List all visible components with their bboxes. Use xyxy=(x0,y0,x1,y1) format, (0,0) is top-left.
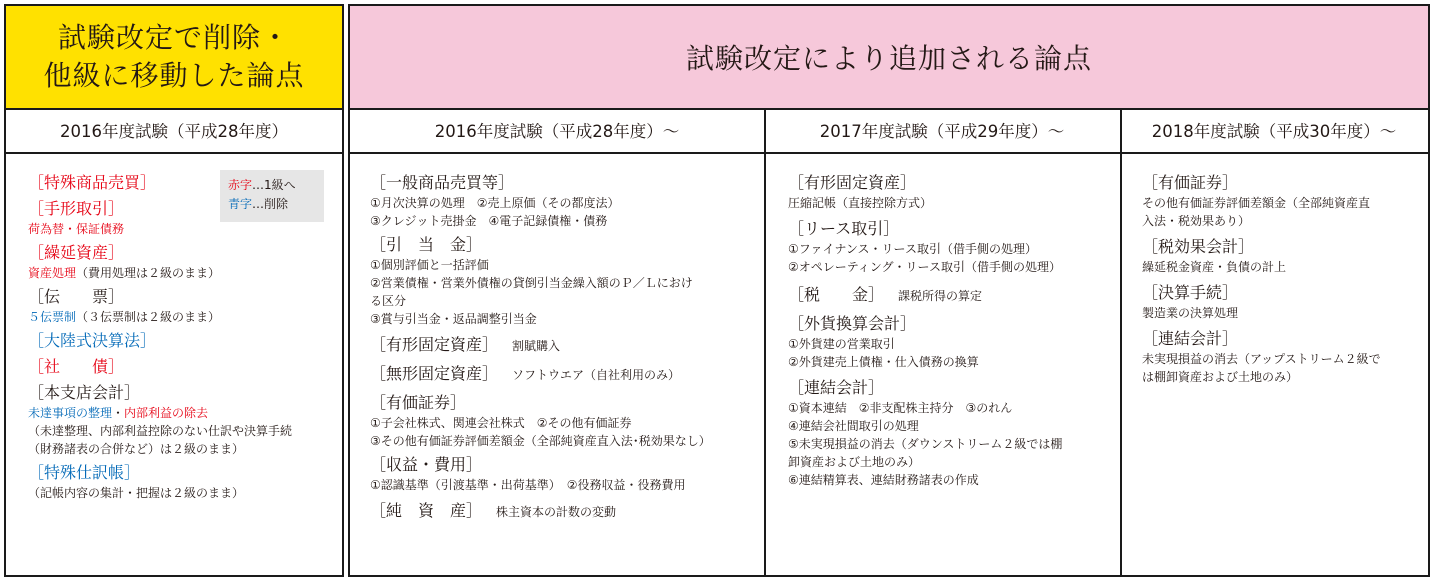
add-2017-consolidation: ［連結会計］ xyxy=(788,378,885,397)
col-2016-subheader: 2016年度試験（平成28年度）～ xyxy=(350,108,764,154)
legend-red-label: 赤字 xyxy=(228,178,253,192)
add-2016-general-goods-d1: ①月次決算の処理 ②売上原価（その都度法） xyxy=(370,196,620,210)
topic-deferred-assets: ［繰延資産］ xyxy=(28,243,125,262)
removed-topics-header xyxy=(6,6,342,110)
topic-branch-detail-blue: 未達事項の整理 xyxy=(28,406,113,420)
col-2016-list xyxy=(370,172,711,523)
add-2017-consolidation-d3: ⑤未実現損益の消去（ダウンストリーム２級では棚 xyxy=(788,437,1063,451)
topic-deferred-detail: （費用処理は２級のまま） xyxy=(76,266,221,280)
add-2018-consolidation: ［連結会計］ xyxy=(1142,329,1239,348)
added-topics-title: 試験改定により追加される論点 xyxy=(685,42,1092,75)
topic-branch-detail-sep: ・ xyxy=(112,406,125,420)
add-2017-consolidation-d2: ④連結会社間取引の処理 xyxy=(788,419,919,433)
topic-branch-detail-2: （未達整理、内部利益控除のない仕訳や決算手続 xyxy=(28,424,293,438)
add-2016-intangible-assets-d: ソフトウエア（自社利用のみ） xyxy=(512,368,681,382)
add-2017-lease-d2: ②オペレーティング・リース取引（借手側の処理） xyxy=(788,260,1061,274)
add-2017-lease-d1: ①ファイナンス・リース取引（借手側の処理） xyxy=(788,242,1037,256)
add-2016-tangible-assets-d: 割賦購入 xyxy=(512,339,561,353)
add-2016-securities-d2: ③その他有価証券評価差額金（全部純資産直入法･税効果なし） xyxy=(370,434,711,448)
column-divider xyxy=(1120,108,1122,575)
add-2016-intangible-assets: ［無形固定資産］ xyxy=(370,364,499,383)
add-2017-taxes: ［税 金］ xyxy=(788,285,885,304)
add-2018-tax-effect-d: 繰延税金資産・負債の計上 xyxy=(1142,260,1287,274)
add-2016-revenue: ［収益・費用］ xyxy=(370,455,483,474)
col-2017-subheader: 2017年度試験（平成29年度）～ xyxy=(764,108,1120,154)
add-2018-consolidation-d1: 未実現損益の消去（アップストリーム２級で xyxy=(1142,352,1381,366)
legend-red-desc: …1級へ xyxy=(252,178,296,192)
added-topics-header xyxy=(350,6,1428,110)
add-2017-consolidation-d4: 卸資産および土地のみ） xyxy=(788,455,921,469)
legend-blue-label: 青字 xyxy=(228,197,253,211)
topic-branch-detail-red: 内部利益の除去 xyxy=(124,406,209,420)
column-divider xyxy=(764,108,766,575)
topic-branch-detail-3: （財務諸表の合併など）は２級のまま） xyxy=(28,442,245,456)
add-2017-fx-d1: ①外貨建の営業取引 xyxy=(788,337,895,351)
add-2016-allowances-d3: る区分 xyxy=(370,294,407,308)
add-2018-closing: ［決算手続］ xyxy=(1142,283,1239,302)
add-2016-general-goods: ［一般商品売買等］ xyxy=(370,173,515,192)
add-2018-closing-d: 製造業の決算処理 xyxy=(1142,306,1239,320)
add-2017-tangible-assets-d: 圧縮記帳（直接控除方式） xyxy=(788,196,933,210)
removed-topics-title-line2: 他級に移動した論点 xyxy=(43,59,305,92)
add-2016-allowances-d1: ①個別評価と一括評価 xyxy=(370,258,489,272)
removed-topics-subheader: 2016年度試験（平成28年度） xyxy=(6,108,342,154)
topic-special-goods: ［特殊商品売買］ xyxy=(28,173,157,192)
add-2016-revenue-d: ①認識基準（引渡基準・出荷基準） ②役務収益・役務費用 xyxy=(370,478,686,492)
add-2016-net-assets-d: 株主資本の計数の変動 xyxy=(496,505,617,519)
col-2017-list xyxy=(788,172,1062,489)
add-2016-net-assets: ［純 資 産］ xyxy=(370,501,483,520)
add-2016-tangible-assets: ［有形固定資産］ xyxy=(370,335,499,354)
col-2018-subheader: 2018年度試験（平成30年度）～ xyxy=(1120,108,1428,154)
topic-slips-detail-blue: ５伝票制 xyxy=(28,310,77,324)
add-2017-tangible-assets: ［有形固定資産］ xyxy=(788,173,917,192)
col-2018-list xyxy=(1142,172,1381,386)
removed-topics-title-line1: 試験改定で削除・ xyxy=(57,21,290,54)
removed-topics-list xyxy=(28,172,292,502)
topic-special-journals-detail: （記帳内容の集計・把握は２級のまま） xyxy=(28,486,245,500)
add-2017-lease: ［リース取引］ xyxy=(788,219,900,238)
add-2016-allowances-d2: ②営業債権・営業外債権の貸倒引当金繰入額のＰ／Ｌにおけ xyxy=(370,276,693,290)
topic-bonds: ［社 債］ xyxy=(28,357,125,376)
topic-branch-accounting: ［本支店会計］ xyxy=(28,383,141,402)
add-2018-securities: ［有価証券］ xyxy=(1142,173,1239,192)
add-2018-securities-d1: その他有価証券評価差額金（全部純資産直 xyxy=(1142,196,1371,210)
add-2016-allowances: ［引 当 金］ xyxy=(370,235,483,254)
legend-blue-desc: …削除 xyxy=(252,197,289,211)
topic-special-journals: ［特殊仕訳帳］ xyxy=(28,463,141,482)
add-2016-securities: ［有価証券］ xyxy=(370,393,467,412)
add-2018-tax-effect: ［税効果会計］ xyxy=(1142,237,1255,256)
add-2018-consolidation-d2: は棚卸資産および土地のみ） xyxy=(1142,370,1299,384)
add-2017-consolidation-d1: ①資本連結 ②非支配株主持分 ③のれん xyxy=(788,401,1013,415)
add-2018-securities-d2: 入法・税効果あり） xyxy=(1142,214,1251,228)
add-2016-allowances-d4: ③賞与引当金・返品調整引当金 xyxy=(370,312,537,326)
add-2017-consolidation-d5: ⑥連結精算表、連結財務諸表の作成 xyxy=(788,473,979,487)
topic-notes: ［手形取引］ xyxy=(28,199,125,218)
topic-continental-closing: ［大陸式決算法］ xyxy=(28,331,157,350)
add-2017-taxes-d: 課税所得の算定 xyxy=(898,289,983,303)
add-2016-general-goods-d2: ③クレジット売掛金 ④電子記録債権・債務 xyxy=(370,214,608,228)
add-2017-fx-d2: ②外貨建売上債権・仕入債務の換算 xyxy=(788,355,979,369)
topic-notes-detail: 荷為替・保証債務 xyxy=(28,222,125,236)
add-2017-fx: ［外貨換算会計］ xyxy=(788,314,917,333)
topic-slips-detail: （３伝票制は２級のまま） xyxy=(76,310,221,324)
add-2016-securities-d1: ①子会社株式、関連会社株式 ②その他有価証券 xyxy=(370,416,632,430)
topic-slips: ［伝 票］ xyxy=(28,287,125,306)
topic-deferred-detail-red: 資産処理 xyxy=(28,266,77,280)
